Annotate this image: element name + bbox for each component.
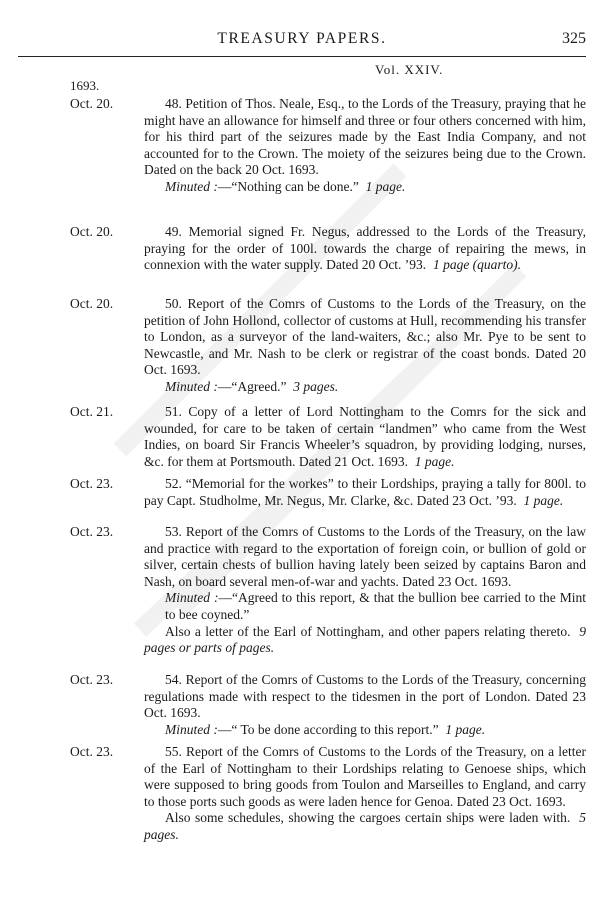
entry-pages: 1 page. [414,453,455,469]
minute-text: —“ To be done according to this report.” [217,721,439,737]
volume-label: Vol. XXIV. [375,62,444,77]
entry-body [144,96,586,196]
entry-also [144,624,586,657]
entry-body [144,404,586,470]
entry-pages: 1 page. [523,492,564,508]
entry-text-content: 53. Report of the Comrs of Customs to the Lords of the Treasury, on the law and practice with regard to the exportation of foreign coin, or bullion of gold or silver, certain chests of bullion having lately been seized by captains Baron and Nash, on board several men-of-war and yachts. Dated 23 Oct. 1693. [144,524,586,589]
entry-date: Oct. 23. [70,672,114,687]
minute-label: Minuted : [165,721,218,737]
entry-text [144,96,586,179]
entry-minute [144,722,586,739]
minute-text: —“Agreed to this report, & that the bullion bee carried to the Mint to bee coyned.” [165,590,586,622]
entry-date: Oct. 20. [70,224,114,239]
entry-date: Oct. 23. [70,744,114,759]
running-title: TREASURY PAPERS. [217,30,387,47]
entry-text [144,224,586,274]
minute-text: —“Nothing can be done.” [217,178,359,194]
entry-body [144,524,586,657]
minute-label: Minuted : [165,178,218,194]
entry-minute [144,179,586,196]
entry-text [144,296,586,379]
entry-text-content: 52. “Memorial for the workes” to their Lordships, praying a tally for 800l. to pay Capt. Studholme, Mr. Negus, Mr. Clarke, &c. Dated 23 Oct. ’93. [144,476,586,508]
entry-text [144,404,586,470]
also-text: Also a letter of the Earl of Nottingham, and other papers relating thereto. [165,623,571,639]
entry-pages: 5 pages. [144,810,586,842]
entry-also [144,810,586,843]
entry-body [144,296,586,396]
entry-text [144,744,586,810]
entry-body [144,224,586,274]
header-rule [18,56,586,57]
entry-body [144,744,586,844]
entry-pages: 3 pages. [293,378,339,394]
entry-text-content: 51. Copy of a letter of Lord Nottingham to the Comrs for the sick and wounded, for care to be taken of certain “landmen” who came from the West Indies, on board Sir Francis Wheeler’s squadron, by providing lodging, nurses, &c. for them at Portsmouth. Dated 21 Oct. 1693. [144,404,586,469]
entry-text-content: 49. Memorial signed Fr. Negus, addressed to the Lords of the Treasury, praying for the order of 100l. towards the charge of repairing the mews, in connexion with the water supply. Dated 20 Oct. ’93. [144,224,586,273]
entry-text-content: 48. Petition of Thos. Neale, Esq., to the Lords of the Treasury, praying that he might have an allowance for himself and three or four others concerned with him, for his third part of the seizures made by the East India Company, and not accounted for to the Crown. The moiety of the seizures being due to the Crown. Dated on the back 20 Oct. 1693. [144,96,586,178]
entry-text-content: 55. Report of the Comrs of Customs to the Lords of the Treasury, on a letter of the Earl of Nottingham to their Lordships relating to Genoese ships, which were supposed to bring goods from Toulon and Marseilles to England, and carry to those ports such goods as were laden hence for Genoa. Dated 23 Oct. 1693. [144,744,586,809]
entry-date: Oct. 23. [70,524,114,539]
entry-date: Oct. 20. [70,96,114,111]
entry-pages: 1 page. [445,721,486,737]
entry-body [144,476,586,509]
entry-text [144,672,586,722]
entry-pages: 9 pages or parts of pages. [144,623,586,656]
page-number: 325 [562,30,586,47]
also-text: Also some schedules, showing the cargoes certain ships were laden with. [165,810,571,826]
entry-body [144,672,586,738]
minute-label: Minuted : [165,590,219,606]
entry-text-content: 54. Report of the Comrs of Customs to the Lords of the Treasury, concerning regulations made with respect to the tidesmen in the port of London. Dated 23 Oct. 1693. [144,672,586,721]
entry-date: Oct. 21. [70,404,114,419]
entry-date: Oct. 20. [70,296,114,311]
entry-minute [144,379,586,396]
entry-date: Oct. 23. [70,476,114,491]
entry-text [144,476,586,509]
entry-pages: 1 page. [365,178,406,194]
entry-minute [144,590,586,623]
year-label: 1693. [70,78,100,93]
entry-text-content: 50. Report of the Comrs of Customs to the Lords of the Treasury, on the petition of John Hollond, collector of customs at Hull, recommending his transfer to London, as a surveyor of the land-waiters, &c.; also Mr. Pye to be sent to Newcastle, and Mr. Nash to be clerk or registrar of the coast bonds. Dated 20 Oct. 1693. [144,296,586,378]
minute-label: Minuted : [165,378,218,394]
entry-pages: 1 page (quarto). [432,257,522,273]
minute-text: —“Agreed.” [217,378,287,394]
running-header [18,30,586,52]
entry-text [144,524,586,590]
